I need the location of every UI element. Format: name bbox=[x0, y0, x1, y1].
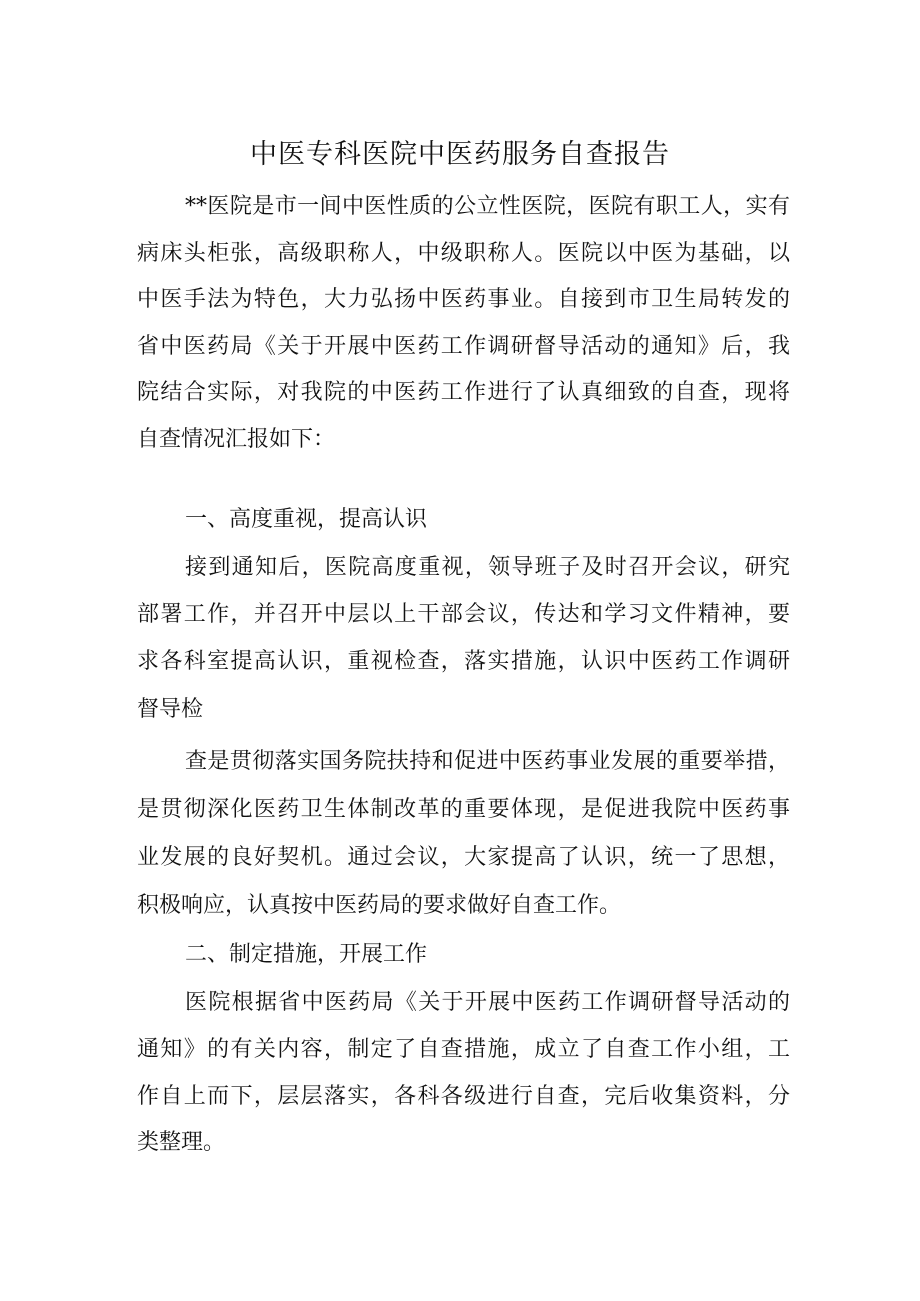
text-line: 求各科室提高认识，重视检查，落实措施，认识中医药工作调研 bbox=[137, 649, 790, 674]
text-line: 是贯彻深化医药卫生体制改革的重要体现，是促进我院中医药事 bbox=[137, 797, 790, 822]
text-line: 通知》的有关内容，制定了自查措施，成立了自查工作小组，工 bbox=[137, 1037, 790, 1062]
text-line: 自查情况汇报如下： bbox=[137, 427, 336, 452]
text-line: 督导检 bbox=[137, 697, 204, 722]
text-line: 部署工作，并召开中层以上干部会议，传达和学习文件精神，要 bbox=[137, 602, 790, 627]
text-line: 查是贯彻落实国务院扶持和促进中医药事业发展的重要举措， bbox=[185, 749, 790, 774]
document-title: 中医专科医院中医药服务自查报告 bbox=[250, 139, 670, 170]
section-heading: 二、制定措施，开展工作 bbox=[185, 942, 428, 967]
text-line: 医院根据省中医药局《关于开展中医药工作调研督导活动的 bbox=[185, 990, 790, 1015]
text-line: 接到通知后，医院高度重视，领导班子及时召开会议，研究 bbox=[185, 555, 790, 580]
text-line: 类整理。 bbox=[137, 1130, 226, 1155]
text-line: 省中医药局《关于开展中医药工作调研督导活动的通知》后，我 bbox=[137, 334, 790, 359]
text-line: 中医手法为特色，大力弘扬中医药事业。自接到市卫生局转发的 bbox=[137, 287, 790, 312]
text-line: 病床头柜张，高级职称人，中级职称人。医院以中医为基础，以 bbox=[137, 241, 790, 266]
text-line: 积极响应，认真按中医药局的要求做好自查工作。 bbox=[137, 893, 622, 918]
text-line: 院结合实际，对我院的中医药工作进行了认真细致的自查，现将 bbox=[137, 380, 790, 405]
text-line: **医院是市一间中医性质的公立性医院，医院有职工人，实有 bbox=[185, 194, 790, 219]
text-line: 作自上而下，层层落实，各科各级进行自查，完后收集资料，分 bbox=[137, 1084, 790, 1109]
section-heading: 一、高度重视，提高认识 bbox=[185, 507, 428, 532]
text-line: 业发展的良好契机。通过会议，大家提高了认识，统一了思想， bbox=[137, 845, 790, 870]
